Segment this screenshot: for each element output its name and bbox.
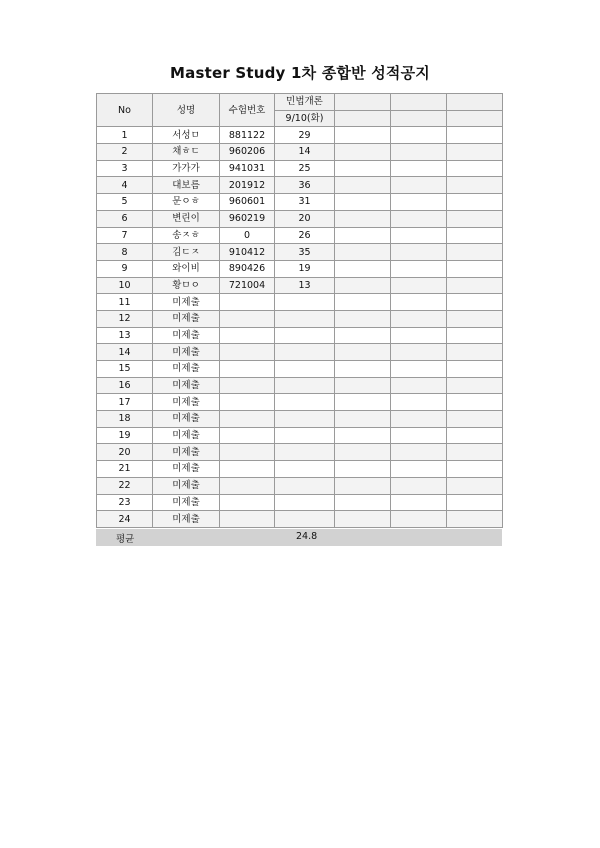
- row-empty: [447, 511, 503, 528]
- row-score: [275, 294, 335, 311]
- row-empty: [391, 444, 447, 461]
- row-name: 미제출: [153, 444, 220, 461]
- average-value: 24.8: [296, 531, 318, 542]
- row-empty: [447, 144, 503, 161]
- row-empty: [335, 194, 391, 211]
- row-empty: [335, 511, 391, 528]
- row-no: 2: [97, 144, 153, 161]
- row-empty: [335, 361, 391, 378]
- row-empty: [335, 144, 391, 161]
- row-exam-id: [220, 327, 275, 344]
- row-empty: [447, 227, 503, 244]
- row-empty: [335, 127, 391, 144]
- row-empty: [335, 327, 391, 344]
- row-exam-id: 910412: [220, 244, 275, 261]
- row-empty: [447, 260, 503, 277]
- table-row: [97, 194, 503, 211]
- row-empty: [391, 227, 447, 244]
- row-empty: [335, 177, 391, 194]
- row-empty: [335, 411, 391, 428]
- table-row: [97, 160, 503, 177]
- row-empty: [335, 377, 391, 394]
- row-empty: [335, 427, 391, 444]
- row-name: 와이비: [153, 260, 220, 277]
- row-name: 미제출: [153, 294, 220, 311]
- table-row: [97, 244, 503, 261]
- row-score: [275, 377, 335, 394]
- page-title: Master Study 1차 종합반 성적공지: [170, 64, 430, 82]
- row-name: 미제출: [153, 361, 220, 378]
- row-name: 미제출: [153, 494, 220, 511]
- row-no: 1: [97, 127, 153, 144]
- header-exam-id: 수험번호: [220, 94, 275, 127]
- row-empty: [391, 494, 447, 511]
- row-name: 김ㄷㅈ: [153, 244, 220, 261]
- row-exam-id: [220, 411, 275, 428]
- row-empty: [335, 310, 391, 327]
- row-exam-id: 960219: [220, 210, 275, 227]
- row-name: 변린이: [153, 210, 220, 227]
- row-exam-id: [220, 294, 275, 311]
- row-exam-id: 201912: [220, 177, 275, 194]
- table-row: [97, 277, 503, 294]
- row-empty: [391, 427, 447, 444]
- header-empty-5: [391, 110, 447, 127]
- row-no: 10: [97, 277, 153, 294]
- row-name: 서성ㅁ: [153, 127, 220, 144]
- row-score: 25: [275, 160, 335, 177]
- row-name: 미제출: [153, 344, 220, 361]
- row-no: 7: [97, 227, 153, 244]
- row-empty: [447, 310, 503, 327]
- row-empty: [447, 344, 503, 361]
- score-table-body: [97, 127, 503, 528]
- table-row: [97, 344, 503, 361]
- header-empty-2: [391, 94, 447, 111]
- row-no: 11: [97, 294, 153, 311]
- row-exam-id: 881122: [220, 127, 275, 144]
- table-row: [97, 477, 503, 494]
- row-score: 31: [275, 194, 335, 211]
- row-score: [275, 477, 335, 494]
- row-score: 29: [275, 127, 335, 144]
- row-score: [275, 411, 335, 428]
- row-empty: [335, 160, 391, 177]
- row-no: 15: [97, 361, 153, 378]
- row-no: 4: [97, 177, 153, 194]
- row-empty: [391, 244, 447, 261]
- row-empty: [391, 344, 447, 361]
- row-empty: [335, 244, 391, 261]
- row-no: 22: [97, 477, 153, 494]
- row-empty: [447, 127, 503, 144]
- table-row: [97, 294, 503, 311]
- row-no: 16: [97, 377, 153, 394]
- table-row: [97, 394, 503, 411]
- row-empty: [391, 210, 447, 227]
- header-empty-1: [335, 94, 391, 111]
- row-score: [275, 310, 335, 327]
- table-row: [97, 327, 503, 344]
- row-empty: [335, 277, 391, 294]
- row-no: 14: [97, 344, 153, 361]
- row-empty: [335, 210, 391, 227]
- row-empty: [391, 394, 447, 411]
- row-exam-id: [220, 461, 275, 478]
- table-row: [97, 127, 503, 144]
- header-no: No: [97, 94, 153, 127]
- row-no: 19: [97, 427, 153, 444]
- row-empty: [447, 294, 503, 311]
- row-empty: [391, 361, 447, 378]
- row-score: 20: [275, 210, 335, 227]
- table-row: [97, 260, 503, 277]
- table-row: [97, 494, 503, 511]
- row-empty: [335, 394, 391, 411]
- row-no: 24: [97, 511, 153, 528]
- row-score: [275, 494, 335, 511]
- header-empty-3: [447, 94, 503, 111]
- table-row: [97, 310, 503, 327]
- table-row: [97, 177, 503, 194]
- row-name: 미제출: [153, 477, 220, 494]
- row-empty: [335, 227, 391, 244]
- row-empty: [447, 377, 503, 394]
- row-exam-id: 960206: [220, 144, 275, 161]
- average-label: 평균: [116, 534, 135, 545]
- row-exam-id: [220, 377, 275, 394]
- row-no: 20: [97, 444, 153, 461]
- row-empty: [447, 494, 503, 511]
- row-exam-id: [220, 494, 275, 511]
- row-exam-id: [220, 511, 275, 528]
- table-row: [97, 444, 503, 461]
- row-score: 13: [275, 277, 335, 294]
- row-no: 18: [97, 411, 153, 428]
- row-empty: [391, 411, 447, 428]
- row-no: 12: [97, 310, 153, 327]
- row-empty: [391, 177, 447, 194]
- row-no: 8: [97, 244, 153, 261]
- row-empty: [447, 160, 503, 177]
- row-name: 미제출: [153, 394, 220, 411]
- row-score: [275, 461, 335, 478]
- row-empty: [391, 477, 447, 494]
- row-name: 미제출: [153, 427, 220, 444]
- row-empty: [447, 210, 503, 227]
- row-empty: [447, 277, 503, 294]
- header-name: 성명: [153, 94, 220, 127]
- row-no: 9: [97, 260, 153, 277]
- table-row: [97, 361, 503, 378]
- row-empty: [447, 394, 503, 411]
- row-no: 5: [97, 194, 153, 211]
- row-empty: [335, 294, 391, 311]
- row-score: [275, 361, 335, 378]
- row-empty: [447, 427, 503, 444]
- row-exam-id: 0: [220, 227, 275, 244]
- row-empty: [391, 144, 447, 161]
- row-empty: [447, 361, 503, 378]
- row-score: 36: [275, 177, 335, 194]
- score-table: [96, 93, 503, 528]
- row-no: 3: [97, 160, 153, 177]
- row-name: 미제출: [153, 327, 220, 344]
- row-empty: [391, 327, 447, 344]
- row-exam-id: 721004: [220, 277, 275, 294]
- row-name: 황ㅁㅇ: [153, 277, 220, 294]
- row-no: 23: [97, 494, 153, 511]
- table-row: [97, 210, 503, 227]
- row-name: 문ㅇㅎ: [153, 194, 220, 211]
- row-no: 13: [97, 327, 153, 344]
- row-exam-id: 890426: [220, 260, 275, 277]
- row-empty: [335, 461, 391, 478]
- row-exam-id: [220, 427, 275, 444]
- row-empty: [391, 511, 447, 528]
- table-row: [97, 377, 503, 394]
- row-score: [275, 394, 335, 411]
- row-score: 14: [275, 144, 335, 161]
- header-empty-6: [447, 110, 503, 127]
- row-empty: [447, 177, 503, 194]
- table-row: [97, 227, 503, 244]
- row-name: 미제출: [153, 411, 220, 428]
- row-name: 미제출: [153, 377, 220, 394]
- row-empty: [335, 494, 391, 511]
- header-date: 9/10(화): [275, 110, 335, 127]
- row-empty: [391, 194, 447, 211]
- row-score: 35: [275, 244, 335, 261]
- row-empty: [335, 477, 391, 494]
- row-score: [275, 444, 335, 461]
- row-empty: [447, 461, 503, 478]
- table-row: [97, 511, 503, 528]
- row-empty: [391, 294, 447, 311]
- row-exam-id: [220, 310, 275, 327]
- row-empty: [447, 244, 503, 261]
- row-empty: [447, 444, 503, 461]
- row-empty: [447, 327, 503, 344]
- row-empty: [391, 310, 447, 327]
- row-name: 미제출: [153, 310, 220, 327]
- row-name: 채ㅎㄷ: [153, 144, 220, 161]
- row-score: [275, 344, 335, 361]
- row-empty: [335, 344, 391, 361]
- row-empty: [447, 477, 503, 494]
- row-score: [275, 427, 335, 444]
- row-name: 가가가: [153, 160, 220, 177]
- row-exam-id: 960601: [220, 194, 275, 211]
- row-exam-id: [220, 394, 275, 411]
- row-empty: [447, 194, 503, 211]
- row-exam-id: [220, 344, 275, 361]
- row-score: 19: [275, 260, 335, 277]
- row-empty: [447, 411, 503, 428]
- row-empty: [391, 377, 447, 394]
- row-empty: [335, 260, 391, 277]
- row-no: 21: [97, 461, 153, 478]
- row-name: 미제출: [153, 461, 220, 478]
- row-name: 송ㅈㅎ: [153, 227, 220, 244]
- row-score: [275, 327, 335, 344]
- row-no: 6: [97, 210, 153, 227]
- row-name: 미제출: [153, 511, 220, 528]
- row-exam-id: [220, 361, 275, 378]
- row-score: 26: [275, 227, 335, 244]
- header-empty-4: [335, 110, 391, 127]
- table-row: [97, 427, 503, 444]
- row-empty: [391, 461, 447, 478]
- row-name: 대보름: [153, 177, 220, 194]
- row-exam-id: 941031: [220, 160, 275, 177]
- row-score: [275, 511, 335, 528]
- table-row: [97, 144, 503, 161]
- table-row: [97, 411, 503, 428]
- row-no: 17: [97, 394, 153, 411]
- average-row: [96, 529, 502, 546]
- row-empty: [391, 260, 447, 277]
- table-row: [97, 461, 503, 478]
- header-subject: 민법개론: [275, 94, 335, 111]
- row-exam-id: [220, 477, 275, 494]
- row-empty: [391, 127, 447, 144]
- row-empty: [391, 160, 447, 177]
- row-exam-id: [220, 444, 275, 461]
- row-empty: [335, 444, 391, 461]
- row-empty: [391, 277, 447, 294]
